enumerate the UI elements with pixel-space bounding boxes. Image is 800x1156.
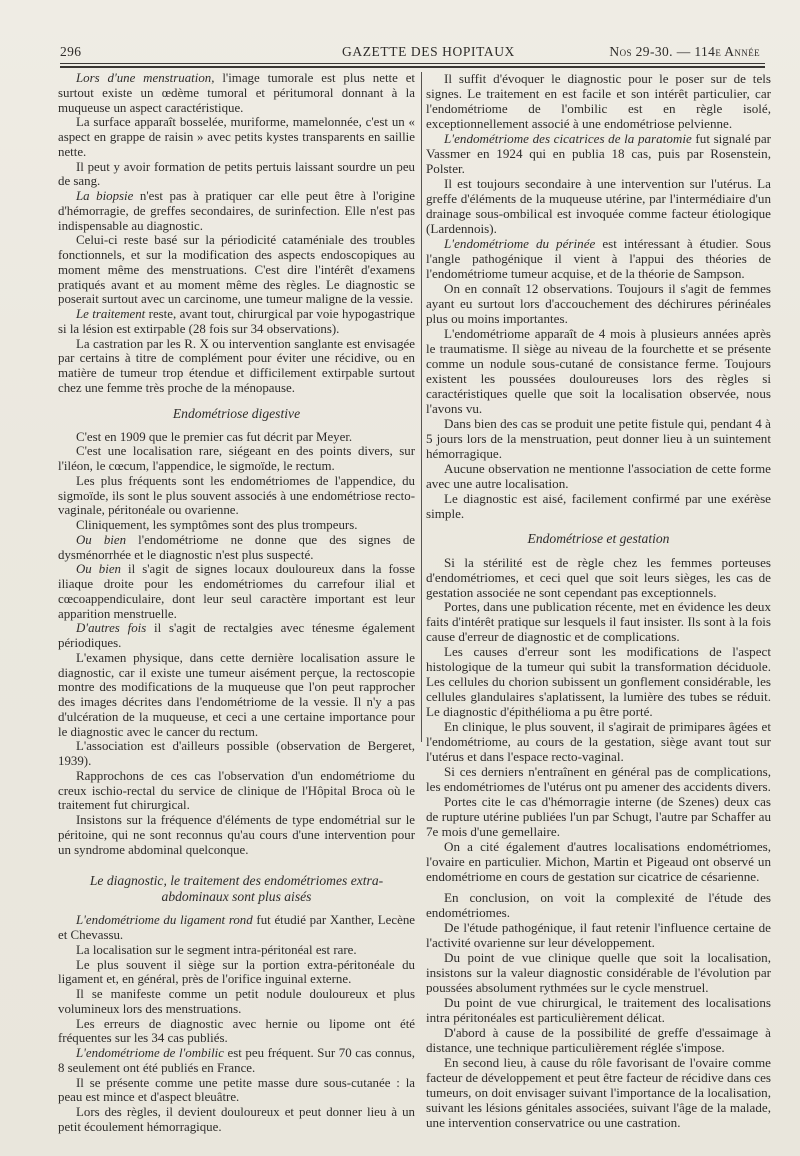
paragraph-text: De l'étude pathogénique, il faut retenir l'influence certaine de l'activité ovarienne sur leur développement.: [426, 920, 771, 951]
right-column: [426, 71, 771, 1130]
paragraph-text: est intéressant à étudier. Sous l'angle pathogénique il vient à l'appui des théories de l'endométriome tumeur acquise, et de la théorie de Sampson.: [426, 235, 772, 281]
paragraph: [58, 913, 415, 943]
paragraph: [426, 950, 771, 995]
paragraph-lead: L'endométriome de l'ombilic: [76, 1046, 224, 1060]
paragraph-text: Du point de vue clinique quelle que soit la localisation, insistons sur la valeur diagnostic considérable de l'évolution par poussées absolument rythmées sur le cycle menstruel.: [426, 950, 771, 996]
header-rule-top: [60, 63, 765, 64]
paragraph-text: La surface apparaît bosselée, muriforme, mamelonnée, c'est un « aspect en grappe de raisin » avec petits kystes transparents en saillie nette.: [58, 115, 415, 159]
paragraph-text: Insistons sur la fréquence d'éléments de type endométrial sur le péritoine, qui ne sont reconnus qu'au cours d'une intervention pour un syndrome abdominal quelconque.: [58, 813, 415, 857]
paragraph-text: l'image tumorale est plus nette et surtout existe un œdème tumoral et péritumoral donnant à la muqueuse un aspect caractéristique.: [58, 71, 415, 115]
left-column: [58, 71, 415, 1135]
paragraph: [426, 555, 771, 600]
paragraph: [426, 995, 771, 1025]
paragraph-text: L'examen physique, dans cette dernière localisation assure le diagnostic, car il existe une tumeur aisément perçue, la rectoscopie montre des modifications de la muqueuse que l'on peut rapprocher des images décrites dans l'endométriome de la vessie. Il n'y a pas d'ulcération de la muqueuse, et ceci a une certaine importance pour le diagnostic avec le cancer du rectum.: [58, 650, 415, 739]
paragraph-text: Cliniquement, les symptômes sont des plus trompeurs.: [76, 518, 358, 532]
paragraph-text: Rapprochons de ces cas l'observation d'un endométriome du creux ischio-rectal du service de clinique de l'Hôpital Broca où le traitement fut chirurgical.: [58, 768, 415, 813]
paragraph-lead: Ou bien: [76, 532, 127, 547]
paragraph-text: il s'agit de rectalgies avec ténesme également périodiques.: [58, 621, 415, 650]
paragraph-text: En conclusion, on voit la complexité de l'étude des endométriomes.: [426, 890, 771, 921]
paragraph-text: En second lieu, à cause du rôle favorisant de l'ovaire comme facteur de développement et peut être facteur de récidive dans ces tumeurs, on doit envisager suivant l'importance de la localisation, suivant les lésions génitales associées, suivant l'âge de la malade, une intervention conservatrice ou une castration.: [426, 1055, 771, 1130]
paragraph: [58, 943, 415, 958]
paragraph: [58, 769, 415, 813]
paragraph-text: L'association est d'ailleurs possible (observation de Bergeret, 1939).: [58, 739, 415, 768]
paragraph: [426, 236, 771, 281]
paragraph-text: Portes, dans une publication récente, met en évidence les deux faits d'intérêt pratique sur lesquels il faut insister. Ils sont à la fois cause d'erreur de diagnostic et de complications.: [426, 599, 771, 645]
paragraph-lead: L'endométriome du périnée: [444, 235, 596, 251]
paragraph-text: Il se manifeste comme un petit nodule douloureux et plus volumineux lors des menstruations.: [58, 987, 415, 1016]
paragraph: [58, 621, 415, 651]
section-heading: Endométriose et gestation: [527, 530, 670, 546]
section-heading: Le diagnostic, le traitement des endométriomes extra-abdominaux sont plus aisés: [89, 873, 384, 905]
paragraph-text: C'est en 1909 que le premier cas fut décrit par Meyer.: [76, 429, 353, 444]
paragraph: [58, 160, 415, 190]
paragraph: [58, 813, 415, 857]
paragraph-text: Lors des règles, il devient douloureux et peut donner lieu à un petit écoulement hémorragique.: [58, 1105, 415, 1134]
paragraph: [58, 533, 415, 563]
paragraph-text: Le plus souvent il siège sur la portion extra-péritonéale du ligament et, en général, près de l'orifice inguinal externe.: [58, 957, 415, 987]
paragraph: [58, 474, 415, 518]
paragraph: [426, 326, 771, 416]
paragraph: [58, 958, 415, 988]
paragraph: [426, 1025, 771, 1055]
paragraph: [426, 599, 771, 644]
paragraph-text: l'endométriome ne donne que des signes de dysménorrhée et le diagnostic n'est plus suspecté.: [58, 532, 416, 562]
paragraph-lead: D'autres fois: [76, 621, 147, 636]
paragraph-text: reste, avant tout, chirurgical par voie hypogastrique si la lésion est extirpable (28 fois sur 34 observations).: [58, 307, 415, 336]
paragraph-text: Il se présente comme une petite masse dure sous-cutanée : la peau est mince et d'aspect bleuâtre.: [58, 1075, 415, 1105]
paragraph-text: Il est toujours secondaire à une intervention sur l'utérus. La greffe d'éléments de la muqueuse utérine, par l'intermédiaire d'un drainage sous-ombilical est invoquée comme facteur étiologique (Lardennois).: [426, 175, 771, 236]
paragraph-text: Du point de vue chirurgical, le traitement des localisations intra péritonéales est particulièrement délicat.: [426, 995, 771, 1026]
paragraph: [58, 651, 415, 740]
paragraph: [58, 430, 415, 445]
paragraph-text: Portes cite le cas d'hémorragie interne (de Szenes) deux cas de rupture utérine publiées l'un par Schugt, l'autre par Schaffer au 7e mois d'une gemellaire.: [426, 794, 771, 840]
paragraph-text: La localisation sur le segment intra-péritonéal est rare.: [76, 942, 357, 957]
paragraph-text: La castration par les R. X ou intervention sanglante est envisagée par certains à titre de complément pour éviter une récidive, ou en matière de tumeur trop étendue et difficilement extirpable surtout chez une femme très proche de la ménopause.: [58, 336, 415, 395]
paragraph: [58, 115, 415, 159]
paragraph-text: Le diagnostic est aisé, facilement confirmé par une exérèse simple.: [426, 490, 771, 521]
paragraph: [426, 890, 771, 920]
paragraph: [58, 307, 415, 337]
column-divider: [421, 72, 422, 742]
paragraph-text: C'est une localisation rare, siégeant en des points divers, sur l'iléon, le cœcum, l'appendice, le sigmoïde, le rectum.: [58, 444, 415, 473]
paragraph: [58, 71, 415, 115]
paragraph-text: L'endométriome apparaît de 4 mois à plusieurs années après le traumatisme. Il siège au niveau de la fourchette et se présente comme un nodule sous-cutané de consistance ferme. Toujours existent les poussées douloureuses lors des règles si caractéristiques quelle que soit la localisation observée, nous l'avons vu.: [426, 325, 771, 416]
paragraph: [426, 1055, 771, 1130]
paragraph: [426, 176, 771, 236]
paragraph: [58, 1017, 415, 1047]
paragraph-text: Les plus fréquents sont les endométriomes de l'appendice, du sigmoïde, ils sont le plus souvent associés à une endométriose recto-vaginale, péritonéale ou ovarienne.: [58, 473, 415, 518]
paragraph-text: On en connaît 12 observations. Toujours il s'agit de femmes ayant eu surtout lors d'accouchement des déchirures périnéales plus ou moins importantes.: [426, 280, 771, 326]
paragraph: [58, 987, 415, 1017]
paragraph: [426, 764, 771, 794]
paragraph: [426, 281, 771, 326]
paragraph-text: Celui-ci reste basé sur la périodicité cataméniale des troubles fonctionnels, et sur la modification des aspects endoscopiques au moment même des menstruations. C'est dire l'intérêt d'examens pratiqués avant et au moment même des règles. Le diagnostic se poserait surtout avec un carcinome, une tumeur maligne de la vessie.: [58, 233, 415, 307]
paragraph: [58, 518, 415, 533]
paragraph-text: Les causes d'erreur sont les modifications de l'aspect histologique de la tumeur qui subit la transformation déciduole. Les cellules du chorion subissent un gonflement considérable, les cellules glandulaires s'aplatissent, la lumière des tubes se réduit. Le diagnostic d'épithélioma a pu être porté.: [426, 644, 771, 720]
paragraph: [58, 1076, 415, 1106]
paragraph: [58, 739, 415, 769]
paragraph-text: Si ces derniers n'entraînent en général pas de complications, les endométriomes de l'utérus ont pu amener des accidents divers.: [426, 764, 771, 795]
paragraph: [426, 719, 771, 764]
paragraph: [58, 189, 415, 233]
paragraph: [58, 337, 415, 396]
paragraph-text: fut étudié par Xanther, Lecène et Chevassu.: [58, 913, 415, 942]
paragraph: [58, 233, 415, 307]
paragraph: [426, 920, 771, 950]
paragraph-text: il s'agit de signes locaux douloureux dans la fosse iliaque droite pour les endométriomes du carrefour ilial et cœcoappendiculaire, dont leur seul caractère important est leur apparition menstruelle.: [58, 562, 415, 621]
journal-title: GAZETTE DES HOPITAUX: [342, 44, 515, 59]
issue-number: Nos 29-30. — 114e Année: [609, 44, 760, 59]
running-header: [60, 44, 760, 64]
paragraph: [426, 461, 771, 491]
header-rule-bottom: [60, 66, 765, 68]
paragraph: [426, 131, 771, 176]
paragraph: [426, 71, 771, 131]
paragraph: [426, 416, 771, 461]
paragraph-text: Aucune observation ne mentionne l'association de cette forme avec une autre localisation.: [426, 460, 771, 491]
paragraph: [58, 1046, 415, 1076]
page-number: 296: [60, 44, 82, 59]
paragraph: [426, 794, 771, 839]
paragraph-text: n'est pas à pratiquer car elle peut être à l'origine d'hémorragie, de greffes secondaires, de surinfection. Elle n'est pas indispensable au diagnostic.: [58, 189, 415, 233]
paragraph: [426, 644, 771, 719]
paragraph-text: D'abord à cause de la possibilité de greffe d'essaimage à distance, une technique particulièrement réglée s'impose.: [426, 1025, 771, 1056]
paragraph: [58, 1105, 415, 1135]
paragraph-lead: L'endométriome des cicatrices de la paratomie: [444, 130, 692, 146]
section-heading: Endométriose digestive: [172, 405, 301, 421]
paragraph-text: Dans bien des cas se produit une petite fistule qui, pendant 4 à 5 jours lors de la menstruation, peut donner lieu à un suintement hémorragique.: [426, 415, 771, 461]
paragraph-text: est peu fréquent. Sur 70 cas connus, 8 seulement ont été publiés en France.: [58, 1046, 415, 1075]
paragraph-text: Les erreurs de diagnostic avec hernie ou lipome ont été fréquentes sur les 34 cas publiés.: [58, 1016, 415, 1046]
paragraph-lead: La biopsie: [76, 189, 134, 203]
paragraph: [58, 562, 415, 621]
paragraph-text: En clinique, le plus souvent, il s'agirait de primipares âgées et l'endométriome, au cours de la gestation, siège avant tout sur l'utérus et dans l'espace recto-vaginal.: [426, 719, 771, 765]
paragraph-text: fut signalé par Vassmer en 1924 qui en publia 18 cas, puis par Rosenstein, Polster.: [426, 130, 771, 176]
paragraph: [426, 491, 771, 521]
paragraph-lead: Le traitement: [76, 307, 146, 321]
paragraph-lead: L'endométriome du ligament rond: [76, 913, 253, 928]
paragraph-text: Il peut y avoir formation de petits pertuis laissant sourdre un peu de sang.: [58, 159, 415, 189]
paragraph: [426, 839, 771, 884]
paragraph-text: On a cité également d'autres localisations endométriomes, l'ovaire en particulier. Michon, Martin et Pigeaud ont observé un endométriome en cours de gestation sur cicatrice de césarienne.: [426, 839, 771, 885]
paragraph: [58, 444, 415, 474]
paragraph-text: Si la stérilité est de règle chez les femmes porteuses d'endométriomes, et ceci quel que soit leurs sièges, les cas de gestation associée ne sont cependant pas exceptionnels.: [426, 554, 771, 600]
paragraph-lead: Lors d'une menstruation,: [76, 71, 215, 85]
paragraph-text: Il suffit d'évoquer le diagnostic pour le poser sur de tels signes. Le traitement en est facile et son intérêt particulier, car l'endométriome de l'ombilic est en règle isolé, exceptionnellement associé à une endométriose pelvienne.: [426, 71, 771, 131]
paragraph-lead: Ou bien: [76, 562, 121, 577]
